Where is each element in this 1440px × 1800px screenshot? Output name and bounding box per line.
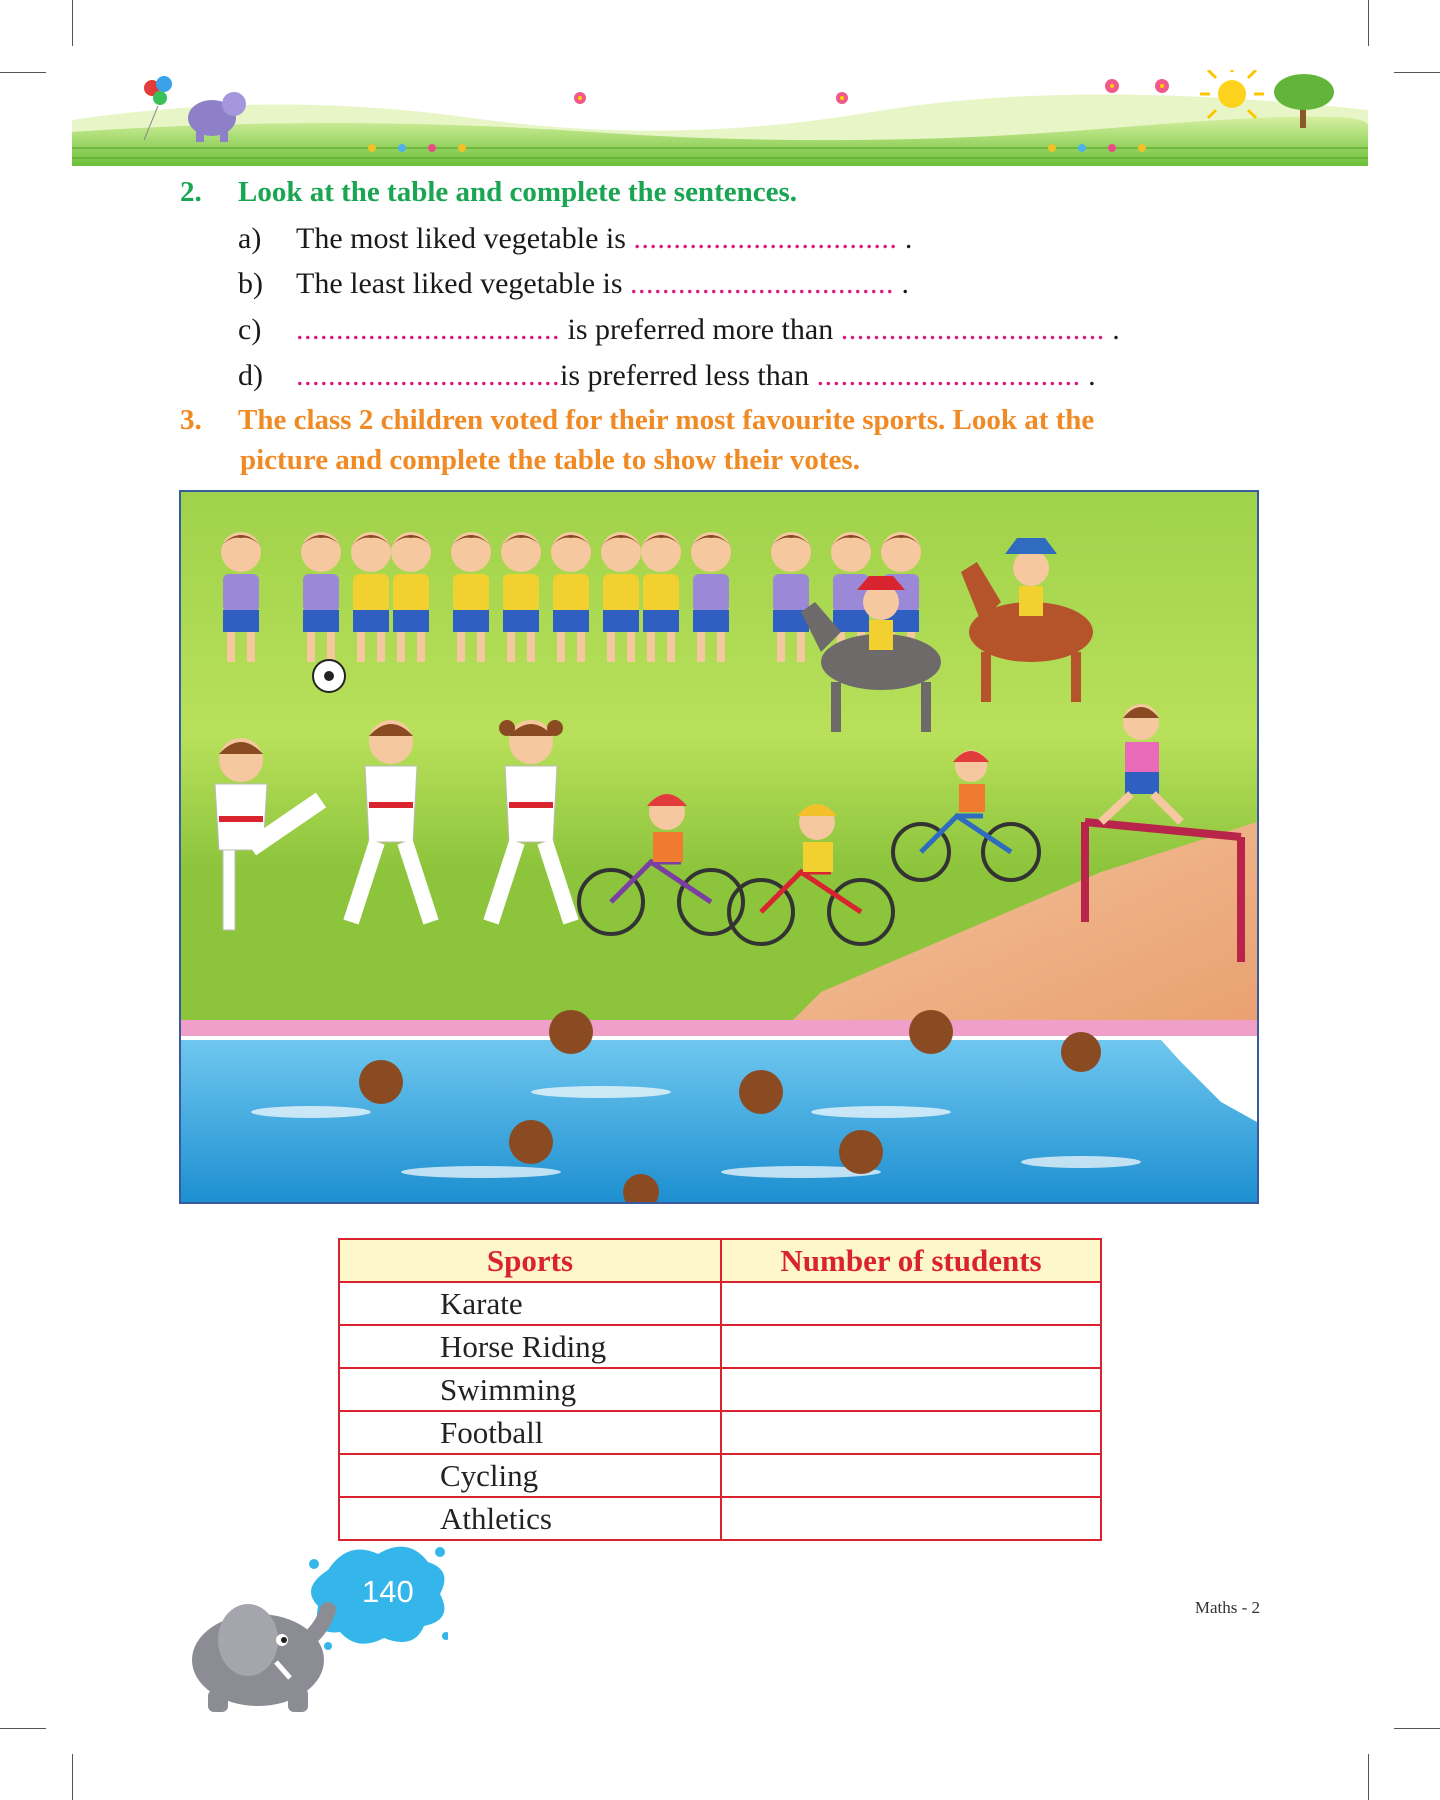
table-row	[339, 1282, 1101, 1325]
answer-blank[interactable]: .................................	[296, 313, 560, 346]
q2-item-d: d) .................................is preferred less than ................................. .	[238, 359, 1096, 392]
crop-mark	[1394, 1728, 1440, 1729]
sport-name: Football	[339, 1411, 721, 1454]
table-row	[339, 1325, 1101, 1368]
answer-blank[interactable]: .................................	[816, 359, 1081, 392]
answer-blank[interactable]: .................................	[840, 313, 1105, 346]
sport-name: Swimming	[339, 1368, 721, 1411]
question-2-heading	[180, 176, 202, 209]
number-cell[interactable]	[721, 1282, 1101, 1325]
sport-name: Athletics	[339, 1497, 721, 1540]
sports-votes-table	[338, 1238, 1102, 1541]
table-row	[339, 1454, 1101, 1497]
page-number: 140	[362, 1574, 414, 1609]
number-cell[interactable]	[721, 1497, 1101, 1540]
crop-mark	[0, 72, 46, 73]
crop-mark	[72, 0, 73, 46]
answer-blank[interactable]: .................................	[633, 222, 898, 255]
crop-mark	[1368, 1754, 1369, 1800]
book-title-footer: Maths - 2	[1194, 1598, 1260, 1617]
answer-blank[interactable]: .................................	[630, 267, 895, 300]
question-3-text-line2: picture and complete the table to show their votes.	[240, 444, 860, 476]
column-header-number: Number of students	[721, 1239, 1101, 1282]
table-header-row	[339, 1239, 1101, 1282]
elephant-mascot-icon	[178, 1540, 448, 1720]
header-banner	[72, 70, 1368, 166]
number-cell[interactable]	[721, 1325, 1101, 1368]
football-icon	[313, 660, 345, 692]
crop-mark	[0, 1728, 46, 1729]
number-cell[interactable]	[721, 1454, 1101, 1497]
q2-item-b: b) The least liked vegetable is ................................. .	[238, 267, 910, 300]
table-row	[339, 1497, 1101, 1540]
question-number: 2.	[180, 176, 202, 208]
sports-scene-illustration	[181, 492, 1257, 1202]
question-2-text: Look at the table and complete the sentences.	[238, 176, 798, 208]
sport-name: Horse Riding	[339, 1325, 721, 1368]
q2-item-a: a) The most liked vegetable is ................................. .	[238, 222, 913, 255]
column-header-sports: Sports	[339, 1239, 721, 1282]
answer-blank[interactable]: .................................	[296, 359, 560, 392]
question-3-text-line1: The class 2 children voted for their most favourite sports. Look at the	[238, 404, 1095, 436]
sports-picture	[179, 490, 1259, 1204]
sport-name: Cycling	[339, 1454, 721, 1497]
crop-mark	[72, 1754, 73, 1800]
crop-mark	[1394, 72, 1440, 73]
table-row	[339, 1411, 1101, 1454]
number-cell[interactable]	[721, 1368, 1101, 1411]
question-3-number: 3.	[180, 404, 202, 436]
crop-mark	[1368, 0, 1369, 46]
q2-item-c: c) ................................. is preferred more than ................................. .	[238, 313, 1120, 346]
table-row	[339, 1368, 1101, 1411]
sport-name: Karate	[339, 1282, 721, 1325]
number-cell[interactable]	[721, 1411, 1101, 1454]
